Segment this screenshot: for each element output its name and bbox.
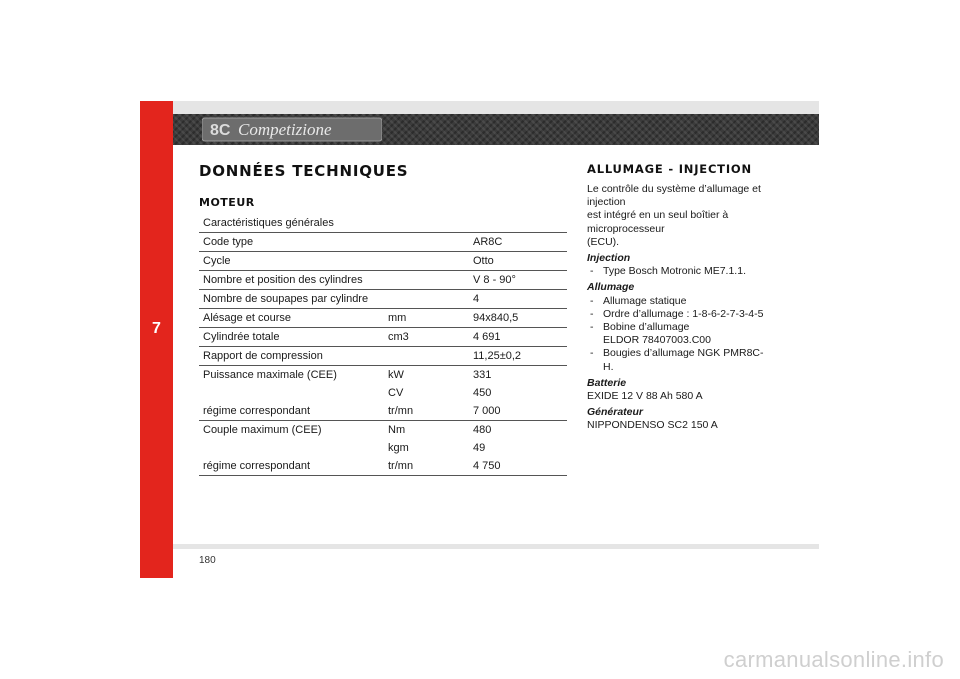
row-label: régime correspondant <box>203 460 311 472</box>
table-row <box>199 290 567 309</box>
intro-line: (ECU). <box>587 235 620 248</box>
row-value: 11,25±0,2 <box>473 350 522 362</box>
list-item-continued: ELDOR 78407003.C00 <box>603 334 711 347</box>
table-row <box>199 328 567 347</box>
logo-main-text: 8C <box>210 122 231 139</box>
row-unit: tr/mn <box>388 405 414 417</box>
list-item: - Bobine d’allumage <box>590 321 690 334</box>
row-label: Puissance maximale (CEE) <box>203 369 337 381</box>
chapter-number: 7 <box>152 320 161 337</box>
row-label: Cycle <box>203 255 231 267</box>
generateur-heading: Générateur <box>587 406 644 419</box>
table-row <box>199 421 567 439</box>
row-unit: kW <box>388 369 404 381</box>
row-value: V 8 - 90° <box>473 274 516 286</box>
spec-table <box>199 214 567 476</box>
generateur-value: NIPPONDENSO SC2 150 A <box>587 419 718 432</box>
table-row <box>199 309 567 328</box>
table-row <box>199 252 567 271</box>
row-value: 4 <box>473 293 480 305</box>
footer-rule <box>173 544 819 549</box>
section-title: MOTEUR <box>199 196 255 209</box>
chapter-sidebar <box>140 101 173 578</box>
page-title: DONNÉES TECHNIQUES <box>199 162 409 180</box>
injection-heading: Injection <box>587 252 631 265</box>
row-value: 49 <box>473 442 486 454</box>
row-unit: tr/mn <box>388 460 414 472</box>
row-value: 4 750 <box>473 460 501 472</box>
row-value: 450 <box>473 387 492 399</box>
table-row <box>199 439 567 457</box>
row-value: Otto <box>473 255 494 267</box>
intro-line: Le contrôle du système d’allumage et injection <box>587 183 761 209</box>
row-unit: kgm <box>388 442 409 454</box>
logo-8c-competizione <box>202 117 382 142</box>
table-row <box>199 214 567 233</box>
header-banner <box>173 114 819 145</box>
batterie-heading: Batterie <box>587 376 627 389</box>
row-label: Rapport de compression <box>203 350 323 362</box>
row-value: AR8C <box>473 236 503 248</box>
intro-line: est intégré en un seul boîtier à microprocesseur <box>587 209 729 235</box>
row-label: régime correspondant <box>203 405 311 417</box>
row-label: Caractéristiques générales <box>203 217 334 229</box>
table-row <box>199 366 567 384</box>
batterie-value: EXIDE 12 V 88 Ah 580 A <box>587 390 703 403</box>
right-section-title: ALLUMAGE - INJECTION <box>587 162 752 176</box>
row-value: 331 <box>473 369 492 381</box>
row-unit: mm <box>388 312 407 324</box>
row-label: Code type <box>203 236 254 248</box>
row-unit: cm3 <box>388 331 409 343</box>
row-label: Cylindrée totale <box>203 331 280 343</box>
row-unit: Nm <box>388 424 406 436</box>
table-row <box>199 457 567 476</box>
table-row <box>199 384 567 402</box>
list-item: - Type Bosch Motronic ME7.1.1. <box>590 265 746 278</box>
allumage-heading: Allumage <box>587 281 635 294</box>
header-band <box>173 101 819 114</box>
list-item: - Ordre d’allumage : 1-8-6-2-7-3-4-5 <box>590 307 764 320</box>
list-item: - Allumage statique <box>590 294 687 307</box>
row-unit: CV <box>388 387 404 399</box>
right-column <box>587 183 767 433</box>
row-value: 7 000 <box>473 405 501 417</box>
logo-script-text: Competizione <box>238 120 332 139</box>
row-label: Nombre de soupapes par cylindre <box>203 293 369 305</box>
list-item: - Bougies d’allumage NGK PMR8C-H. <box>590 347 764 373</box>
row-label: Couple maximum (CEE) <box>203 424 322 436</box>
row-value: 94x840,5 <box>473 312 519 324</box>
table-row <box>199 347 567 366</box>
table-row <box>199 402 567 421</box>
page-number: 180 <box>199 555 216 566</box>
table-row <box>199 271 567 290</box>
row-label: Nombre et position des cylindres <box>203 274 363 286</box>
row-label: Alésage et course <box>203 312 292 324</box>
watermark: carmanualsonline.info <box>723 647 944 672</box>
table-row <box>199 233 567 252</box>
row-value: 4 691 <box>473 331 501 343</box>
row-value: 480 <box>473 424 492 436</box>
